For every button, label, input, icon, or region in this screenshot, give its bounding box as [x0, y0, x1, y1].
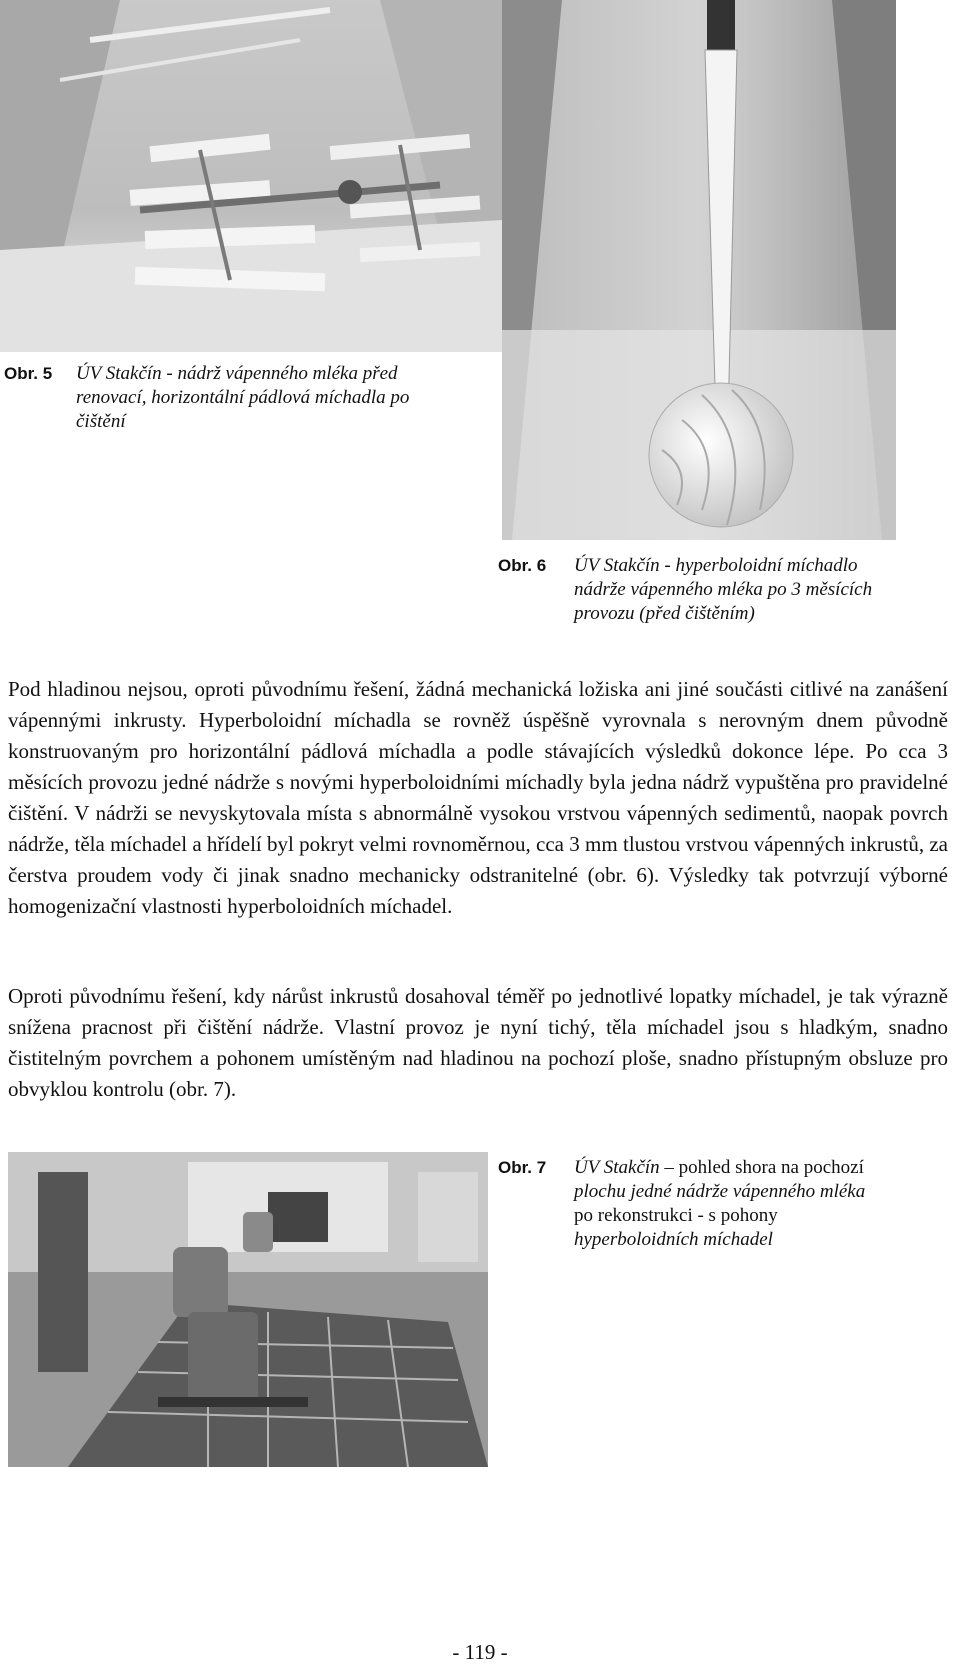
figure-caption-obr6	[498, 554, 938, 628]
photo-obr5-paddle-mixers	[0, 0, 502, 352]
caption-text	[574, 1156, 865, 1252]
figure-label: Obr. 7	[498, 1158, 547, 1177]
photo-obr7-mixer-drives	[8, 1152, 488, 1467]
caption-line: hyperboloidních míchadel	[574, 1229, 773, 1250]
caption-line: čištění	[76, 411, 126, 432]
photo-obr6-hyperboloid-mixer	[502, 0, 896, 540]
caption-line: nádrže vápenného mléka po 3 měsících	[574, 579, 873, 600]
caption-line: ÚV Stakčín – pohled shora na pochozí	[574, 1157, 864, 1178]
caption-line: plochu jedné nádrže vápenného mléka	[574, 1181, 866, 1202]
caption-text	[574, 554, 872, 626]
caption-text	[76, 362, 409, 434]
caption-line: provozu (před čištěním)	[574, 603, 755, 624]
caption-line: ÚV Stakčín - nádrž vápenného mléka před	[76, 363, 398, 384]
page-number: - 119 -	[452, 1640, 508, 1664]
body-paragraph: Pod hladinou nejsou, oproti původnímu řešení, žádná mechanická ložiska ani jiné součásti citlivé na zanášení vápennými inkrusty. Hyperboloidní míchadla se rovněž úspěšně vyrovnala s nerovným dnem původně konstruovaným pro horizontální pádlová míchadla a podle stávajících výsledků dokonce lépe. Po cca 3 měsících provozu jedné nádrže s novými hyperboloidními míchadly byla jedna nádrž vypuštěna pro pravidelné čištění. V nádrži se nevyskytovala místa s abnormálně vysokou vrstvou vápenných sedimentů, naopak povrch nádrže, těla míchadel a hřídelí byl pokryt velmi rovnoměrnou, cca 3 mm tlustou vrstvou vápenných inkrustů, za čerstva proudem vody či jinak snadno mechanicky odstranitelné (obr. 6). Výsledky tak potvrzují výborné homogenizační vlastnosti hyperboloidních míchadel.	[8, 677, 948, 918]
figure-caption-obr7	[498, 1156, 938, 1256]
caption-line: renovací, horizontální pádlová míchadla po	[76, 387, 410, 408]
body-paragraph: Oproti původnímu řešení, kdy nárůst inkrustů dosahoval téměř po jednotlivé lopatky míchadel, je tak výrazně snížena pracnost při čištění nádrže. Vlastní provoz je nyní tichý, těla míchadel jsou s hladkým, snadno čistitelným povrchem a pohonem umístěným nad hladinou na pochozí ploše, snadno přístupným obsluze pro obvyklou kontrolu (obr. 7).	[8, 984, 948, 1101]
figure-caption-obr5	[4, 362, 464, 436]
caption-line: ÚV Stakčín - hyperboloidní míchadlo	[574, 555, 858, 576]
caption-line: po rekonstrukci - s pohony	[574, 1205, 778, 1226]
figure-label: Obr. 6	[498, 556, 547, 575]
figure-label: Obr. 5	[4, 364, 53, 383]
